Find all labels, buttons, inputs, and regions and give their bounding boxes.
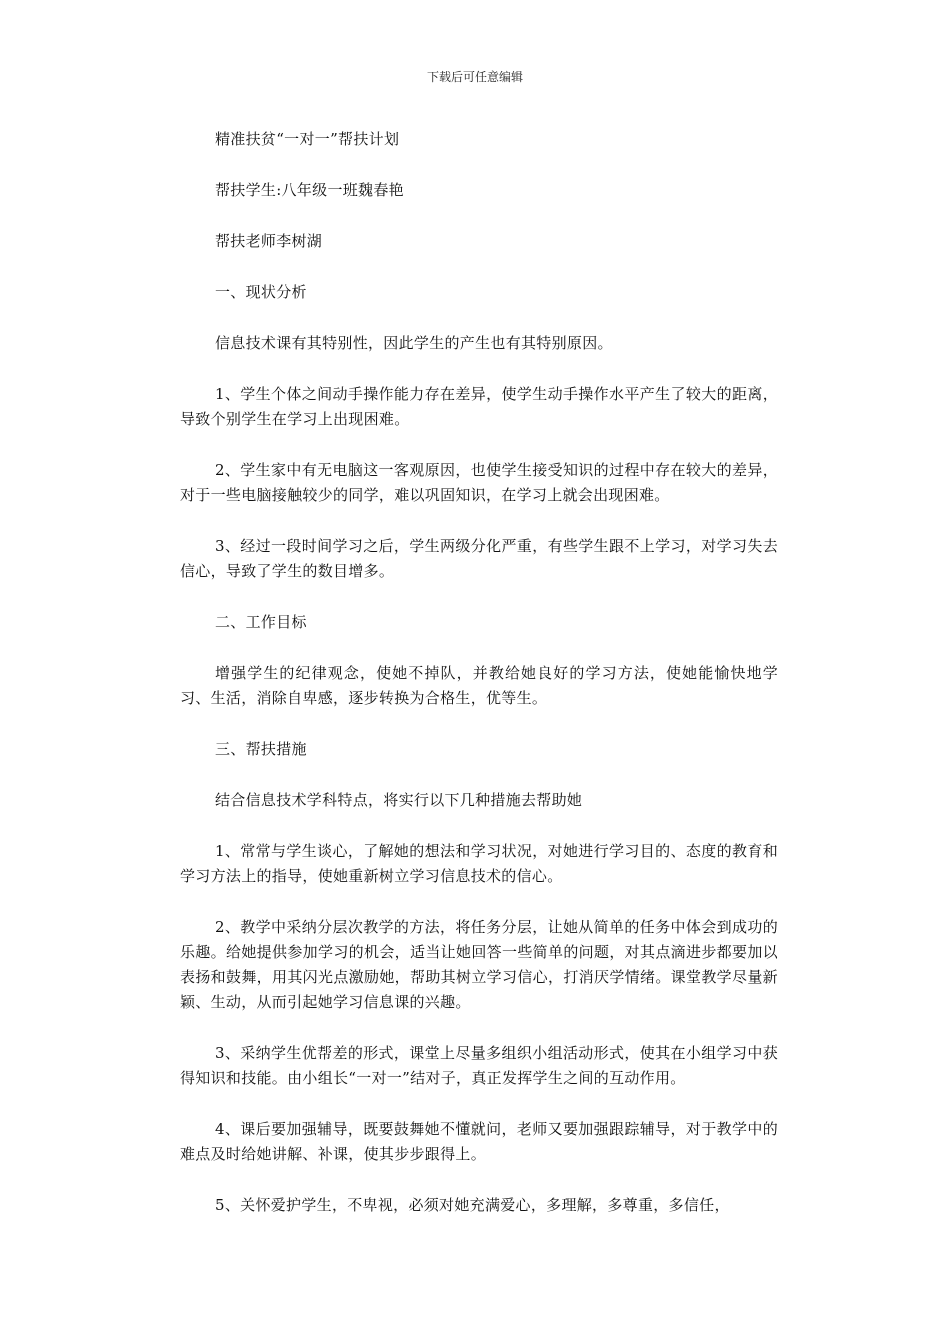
section-heading-goals: 二、工作目标 [215, 613, 307, 631]
document-body [180, 127, 778, 1244]
measures-item: 1、常常与学生谈心，了解她的想法和学习状况，对她进行学习目的、态度的教育和学习方法上的指导，使她重新树立学习信息技术的信心。 [180, 842, 778, 885]
analysis-item: 2、学生家中有无电脑这一客观原因，也使学生接受知识的过程中存在较大的差异，对于一些电脑接触较少的同学，难以巩固知识，在学习上就会出现困难。 [180, 461, 778, 504]
goals-body: 增强学生的纪律观念，使她不掉队，并教给她良好的学习方法，使她能愉快地学习、生活，消除自卑感，逐步转换为合格生，优等生。 [180, 664, 778, 707]
student-line: 帮扶学生:八年级一班魏春艳 [215, 181, 404, 199]
section-heading-measures: 三、帮扶措施 [215, 740, 307, 758]
document-title: 精准扶贫“一对一”帮扶计划 [215, 130, 400, 148]
measures-item: 2、教学中采纳分层次教学的方法，将任务分层，让她从简单的任务中体会到成功的乐趣。给她提供参加学习的机会，适当让她回答一些简单的问题，对其点滴进步都要加以表扬和鼓舞，用其闪光点激励她，帮助其树立学习信心，打消厌学情绪。课堂教学尽量新颖、生动，从而引起她学习信息课的兴趣。 [180, 918, 778, 1011]
measures-intro: 结合信息技术学科特点，将实行以下几种措施去帮助她 [215, 791, 583, 809]
analysis-intro: 信息技术课有其特别性，因此学生的产生也有其特别原因。 [215, 334, 613, 352]
teacher-line: 帮扶老师李树湖 [215, 232, 323, 250]
analysis-item: 1、学生个体之间动手操作能力存在差异，使学生动手操作水平产生了较大的距离，导致个别学生在学习上出现困难。 [180, 385, 778, 428]
measures-item: 4、课后要加强辅导，既要鼓舞她不懂就问，老师又要加强跟踪辅导，对于教学中的难点及时给她讲解、补课，使其步步跟得上。 [180, 1120, 778, 1163]
measures-item: 5、关怀爱护学生，不卑视，必须对她充满爱心，多理解，多尊重，多信任， [215, 1196, 730, 1214]
page-header-note: 下载后可任意编辑 [426, 70, 523, 84]
analysis-item: 3、经过一段时间学习之后，学生两级分化严重，有些学生跟不上学习，对学习失去信心，导致了学生的数目增多。 [180, 537, 778, 580]
measures-item: 3、采纳学生优帮差的形式，课堂上尽量多组织小组活动形式，使其在小组学习中获得知识和技能。由小组长“一对一”结对子，真正发挥学生之间的互动作用。 [180, 1044, 778, 1087]
section-heading-analysis: 一、现状分析 [215, 283, 307, 301]
